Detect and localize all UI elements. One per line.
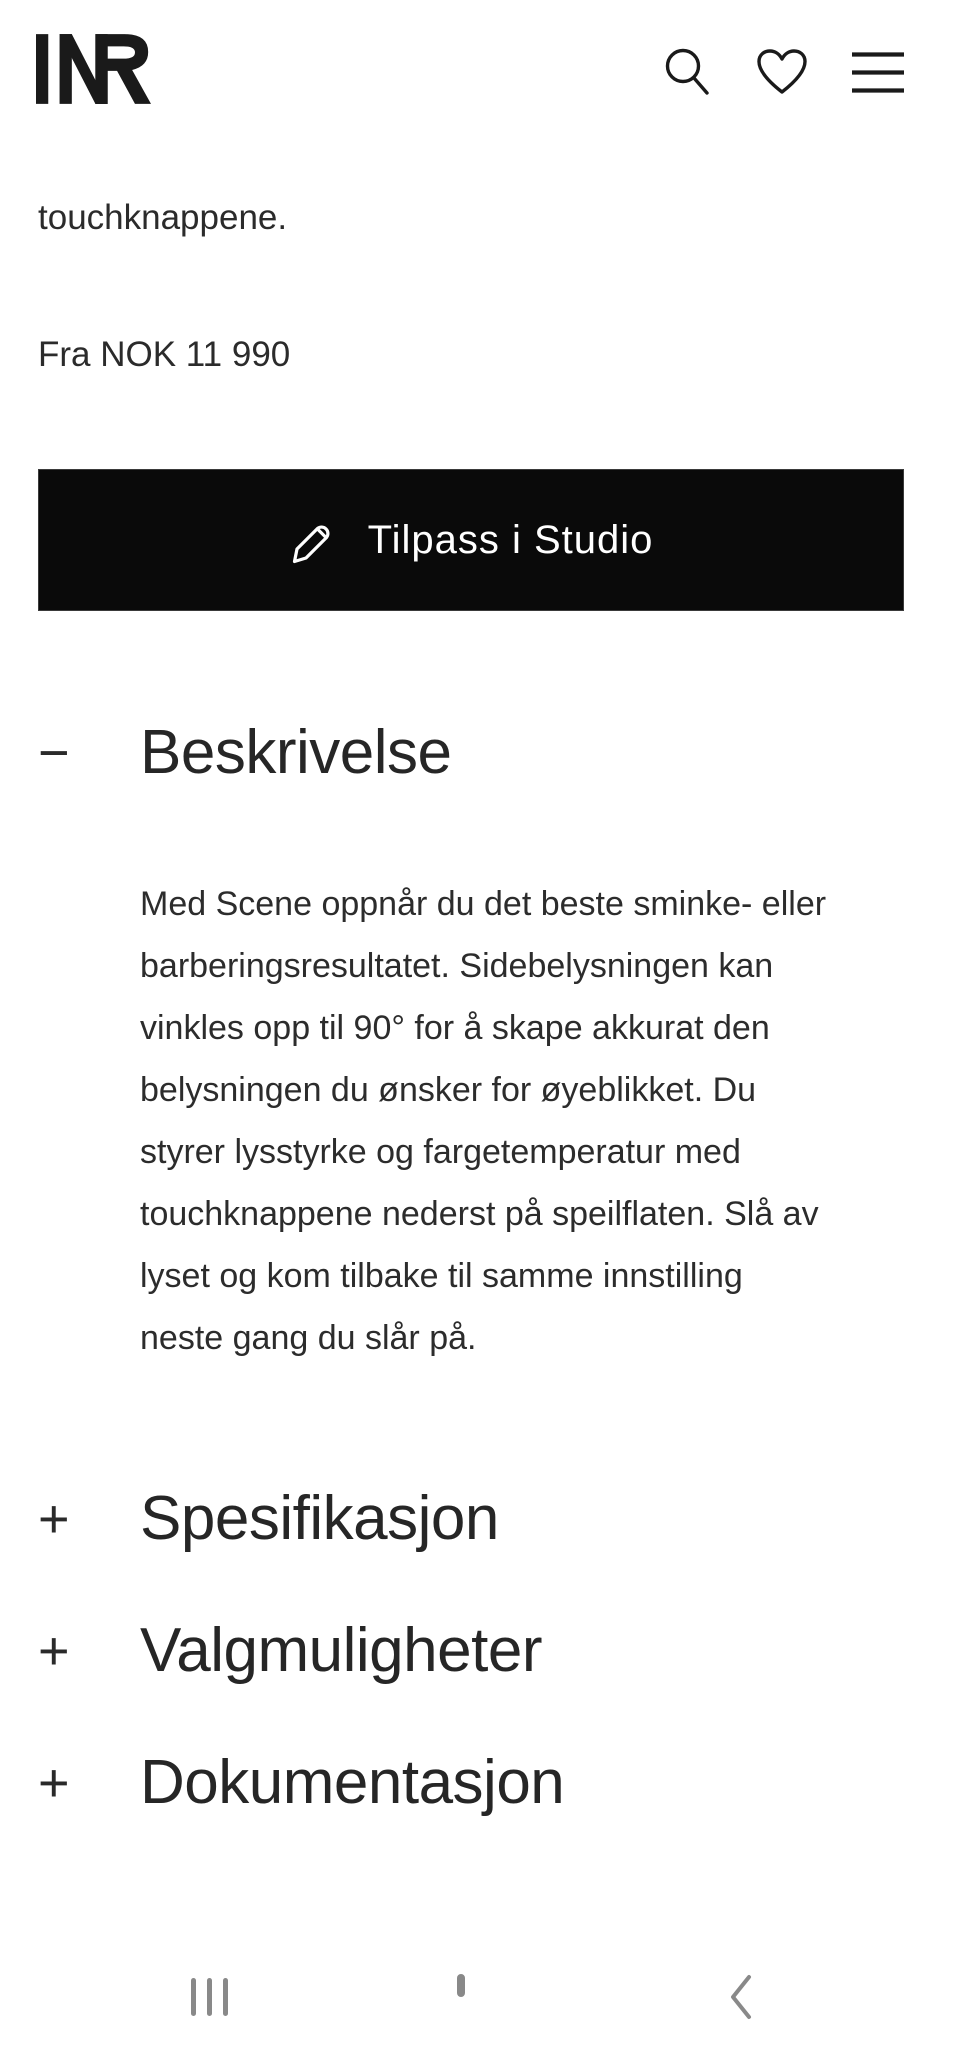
accordion-label: Valgmuligheter: [140, 1616, 542, 1685]
site-header: [0, 0, 960, 104]
cta-label: Tilpass i Studio: [367, 517, 654, 562]
pencil-icon: [289, 515, 335, 565]
paragraph-line: touchknappene nederst på speilflaten. Slå av: [140, 1195, 819, 1233]
logo-link[interactable]: [36, 34, 151, 104]
paragraph-line: vinkles opp til 90° for å skape akkurat den: [140, 1009, 770, 1047]
menu-button[interactable]: [852, 52, 904, 93]
hamburger-menu-icon: [852, 52, 904, 93]
android-navigation-bar: [0, 1936, 960, 2052]
accordion-row-dokumentasjon[interactable]: [38, 1745, 904, 1821]
heart-icon: [756, 48, 808, 96]
product-intro-text: touchknappene.: [38, 198, 288, 237]
customize-in-studio-button[interactable]: [38, 469, 904, 611]
expand-icon: +: [38, 1489, 70, 1549]
search-button[interactable]: [662, 46, 712, 98]
home-button[interactable]: [457, 1978, 465, 1993]
inr-logo: [36, 34, 151, 104]
recents-icon: [191, 1978, 196, 2016]
paragraph-line: Med Scene oppnår du det beste sminke- eller: [140, 885, 827, 923]
collapse-icon: −: [38, 723, 70, 783]
paragraph-line: styrer lysstyrke og fargetemperatur med: [140, 1133, 741, 1171]
expand-icon: +: [38, 1753, 70, 1813]
paragraph-line: neste gang du slår på.: [140, 1319, 477, 1357]
section-body-beskrivelse: [140, 873, 904, 1369]
accordion-label: Spesifikasjon: [140, 1484, 499, 1553]
home-icon: [457, 1974, 465, 1997]
product-price: Fra NOK 11 990: [38, 335, 291, 374]
back-button[interactable]: [730, 1974, 752, 2020]
paragraph-line: lyset og kom tilbake til samme innstilling: [140, 1257, 743, 1295]
back-chevron-icon: [730, 1974, 752, 2020]
expand-icon: +: [38, 1621, 70, 1681]
search-icon: [662, 46, 712, 98]
accordion: [38, 715, 904, 1821]
header-icons: [662, 46, 904, 98]
recents-button[interactable]: [191, 1978, 228, 2016]
paragraph-line: barberingsresultatet. Sidebelysningen kan: [140, 947, 774, 985]
accordion-label: Beskrivelse: [140, 718, 452, 787]
accordion-row-valgmuligheter[interactable]: [38, 1613, 904, 1689]
paragraph-line: belysningen du ønsker for øyeblikket. Du: [140, 1071, 757, 1109]
accordion-row-spesifikasjon[interactable]: [38, 1481, 904, 1557]
accordion-label: Dokumentasjon: [140, 1748, 565, 1817]
wishlist-button[interactable]: [756, 48, 808, 96]
main-content: [0, 196, 960, 1821]
accordion-row-beskrivelse[interactable]: [38, 715, 904, 791]
